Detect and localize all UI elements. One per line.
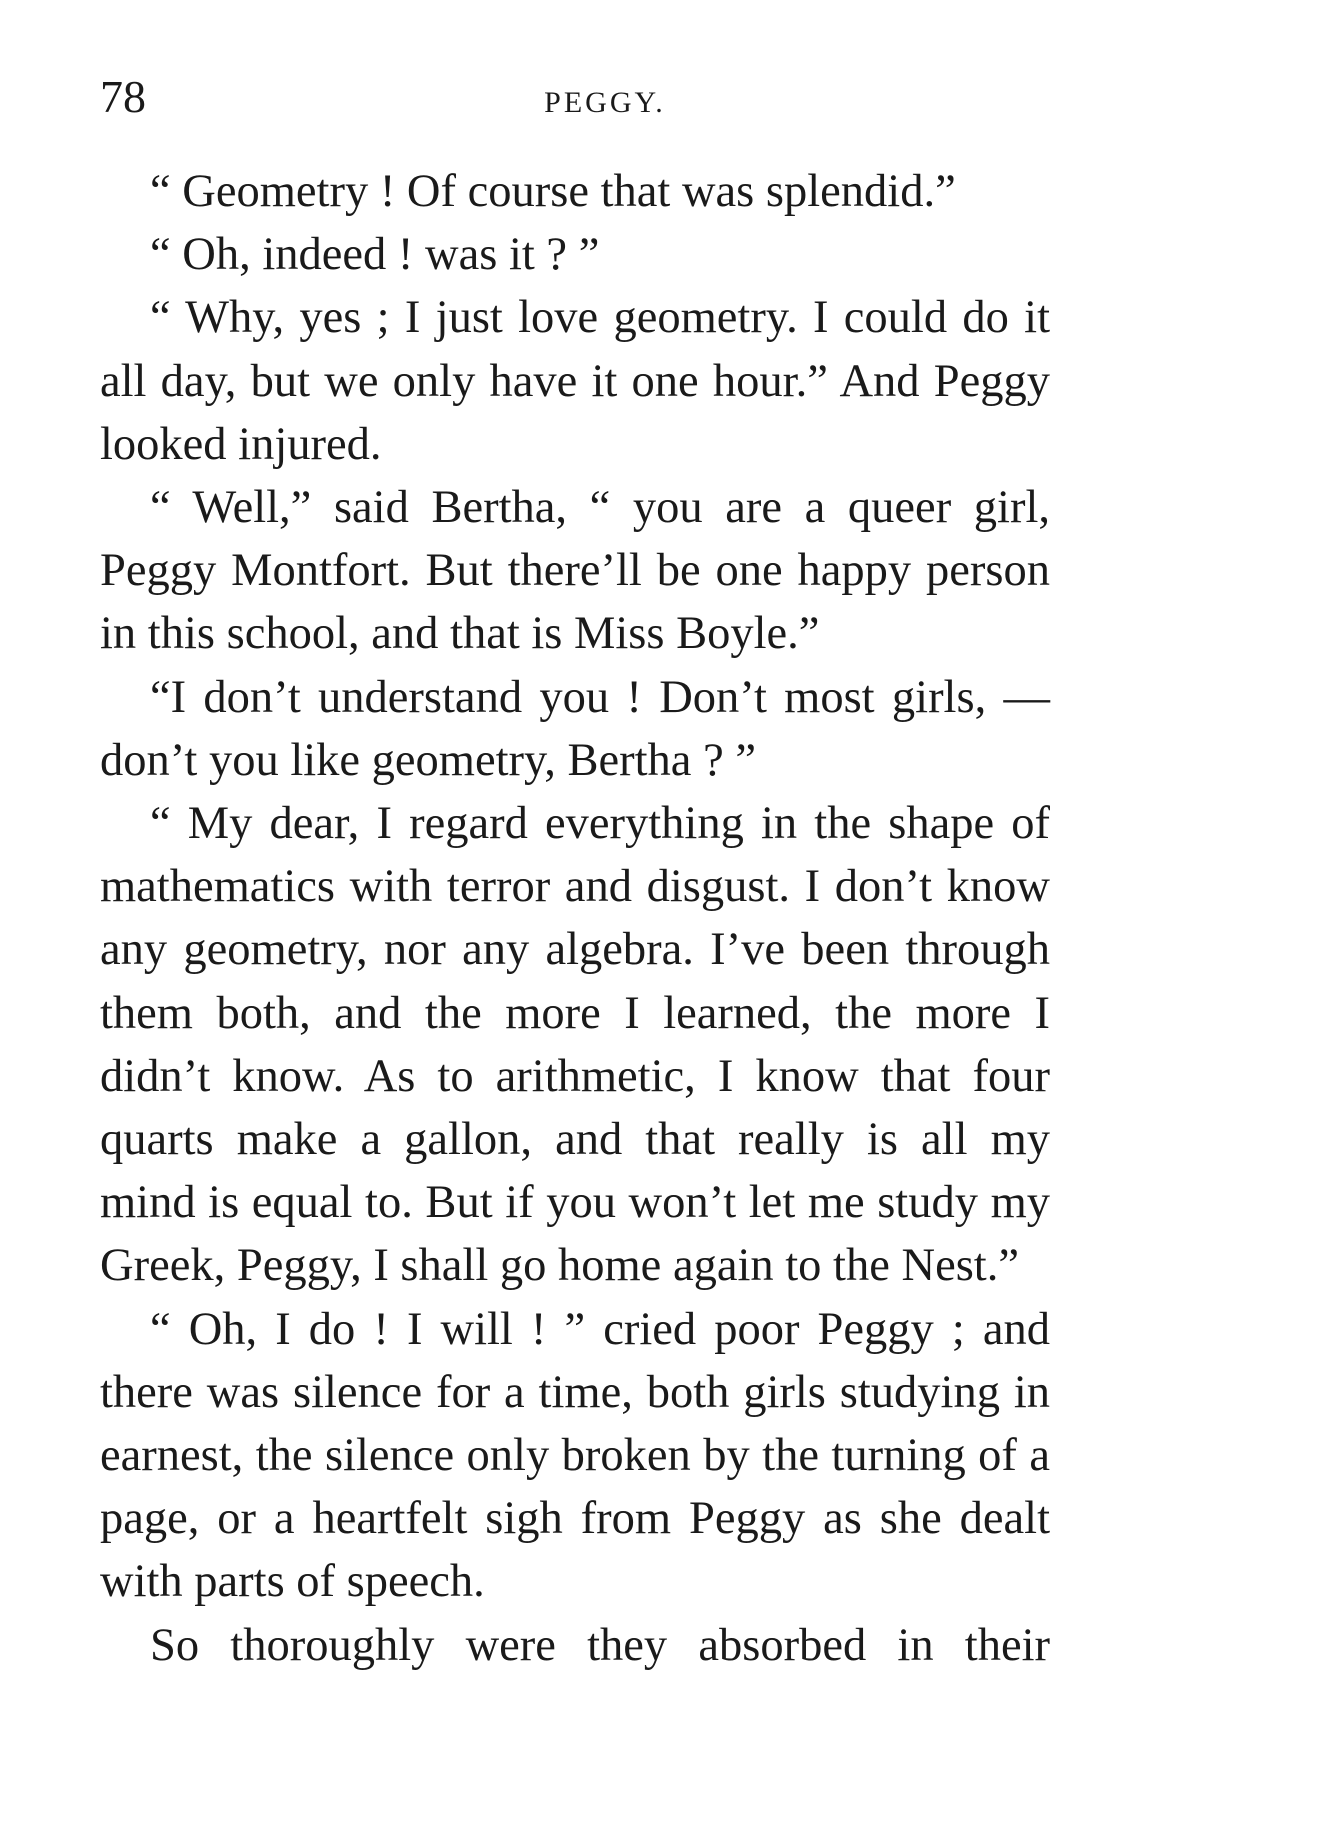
- paragraph-continued: So thoroughly were they absorbed in their: [150, 1619, 1050, 1671]
- page-header: [100, 62, 1050, 132]
- paragraph: “ Why, yes ; I just love geometry. I could do it all day, but we only have it one hour.” And Peggy looked injured.: [100, 292, 1050, 470]
- running-title: PEGGY.: [544, 86, 666, 119]
- page-number: 78: [100, 71, 146, 122]
- paragraph: “ Well,” said Bertha, “ you are a queer girl, Peggy Montfort. But there’ll be one happy person in this school, and that is Miss Boyle.”: [100, 482, 1050, 660]
- paragraph: “ Oh, I do ! I will ! ” cried poor Peggy ; and there was silence for a time, both girls studying in earnest, the silence only broken by the turning of a page, or a heartfelt sigh from Peggy as she dealt with parts of speech.: [100, 1303, 1050, 1608]
- paragraph: “ Geometry ! Of course that was splendid.”: [150, 166, 956, 217]
- paragraph: “I don’t understand you ! Don’t most girls, — don’t you like geometry, Bertha ? ”: [100, 671, 1050, 786]
- paragraph: “ Oh, indeed ! was it ? ”: [150, 229, 600, 281]
- paragraph: “ My dear, I regard everything in the shape of mathematics with terror and disgust. I don’t know any geometry, nor any algebra. I’ve been through them both, and the more I learned, the more I didn’t know. As to arithmetic, I know that four quarts make a gallon, and that really is all my mind is equal to. But if you won’t let me study my Greek, Peggy, I shall go home again to the Nest.”: [100, 798, 1050, 1292]
- body-text: [100, 160, 1050, 1677]
